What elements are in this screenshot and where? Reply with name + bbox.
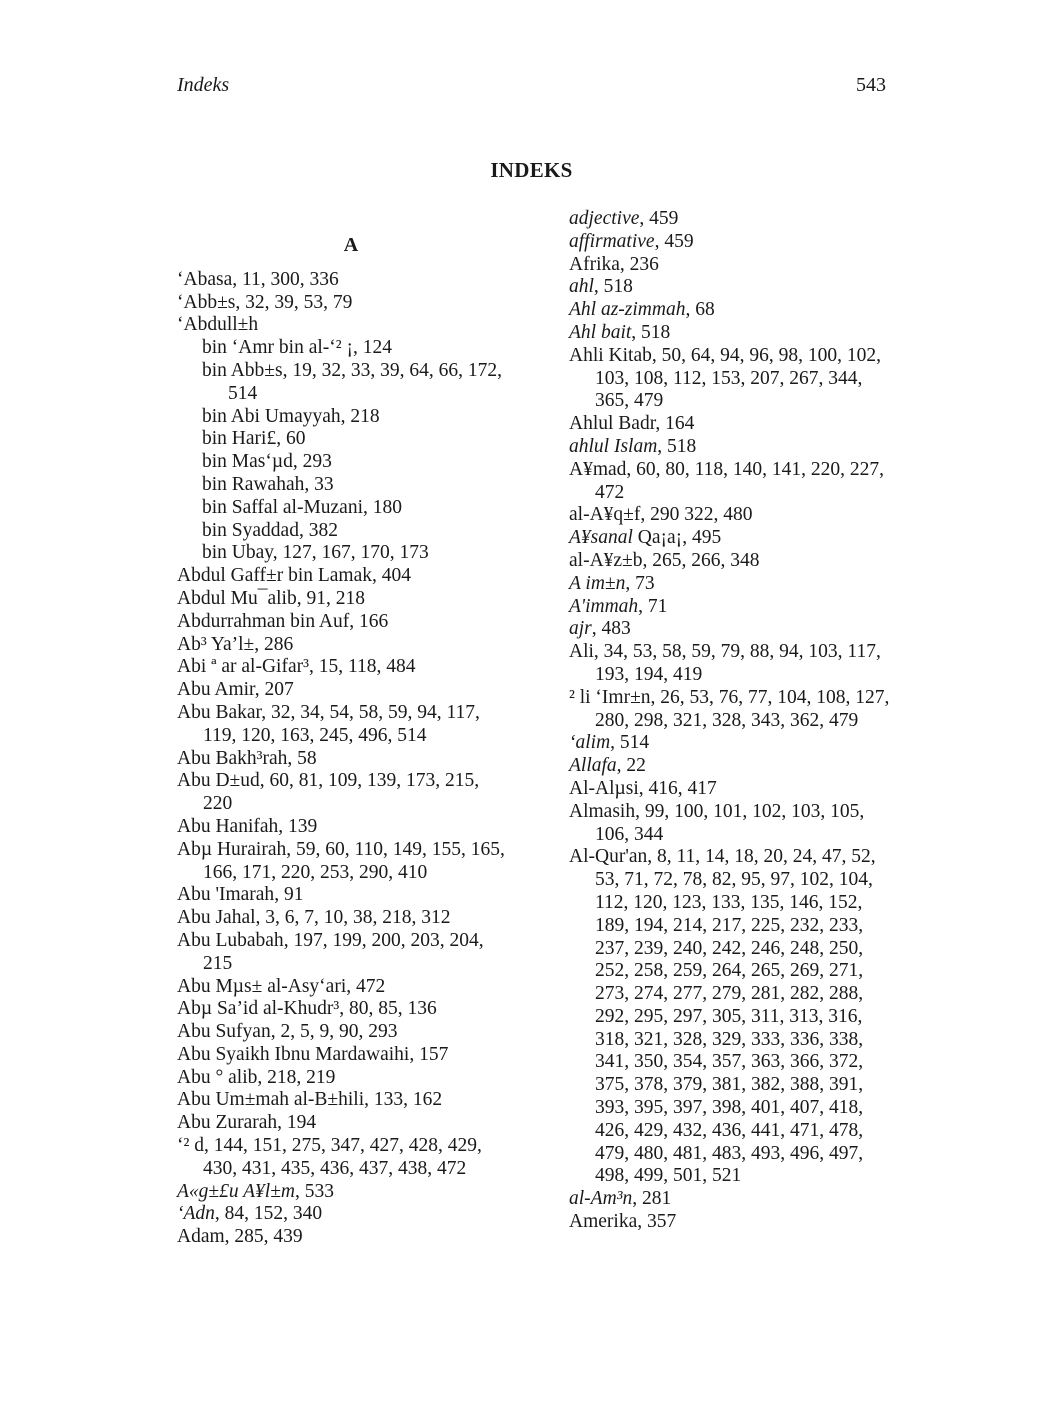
index-term: Abi ª ar al-Gifar³ [177, 656, 309, 678]
index-entry [569, 504, 899, 527]
index-page-refs: , 286 [254, 633, 294, 655]
index-page-refs: , 472 [346, 975, 386, 997]
index-page-refs: , 236 [619, 253, 659, 275]
index-page-refs: , 281 [632, 1188, 672, 1210]
index-entry [569, 573, 899, 596]
index-page-refs: , 50, 64, 94, 96, 98, 100, 102, 103, 108, 112, 153, 207, 267, 344, 365, 479 [595, 344, 881, 412]
index-entry [177, 998, 507, 1021]
index-term: Ali [569, 641, 594, 663]
index-term: Abu Sufyan [177, 1021, 271, 1043]
index-entry [569, 1188, 899, 1211]
index-page-refs: , 84, 152, 340 [214, 1203, 323, 1225]
index-term: Adam [177, 1226, 225, 1248]
index-entry [177, 770, 507, 816]
index-entry [177, 292, 507, 315]
index-subentry [177, 474, 507, 497]
index-term: Abu Amir [177, 679, 255, 701]
index-entry [177, 907, 507, 930]
index-page-refs: , 483 [591, 618, 631, 640]
index-entry [569, 846, 899, 1188]
index-term: ‘Abdull±h [177, 314, 259, 336]
index-term: Abu Syaikh Ibnu Mardawaihi [177, 1043, 410, 1065]
index-entry [569, 345, 899, 413]
index-entry [569, 436, 899, 459]
index-term: bin Rawahah [202, 473, 305, 495]
index-entry [177, 269, 507, 292]
index-entry [177, 588, 507, 611]
index-term: bin ‘Amr bin al-‘² ¡ [202, 337, 353, 359]
index-entry [177, 634, 507, 657]
index-term: Abdurrahman bin Auf [177, 610, 350, 632]
index-term: Ahl bait [569, 321, 632, 343]
index-entry [177, 1044, 507, 1067]
index-term: bin Syaddad [202, 519, 299, 541]
index-page-refs: , 459 [654, 230, 694, 252]
index-term: ajr [569, 618, 592, 640]
index-term: A im±n [569, 572, 626, 594]
index-subentry [177, 337, 507, 360]
index-page-refs: , 293 [292, 451, 332, 473]
index-term: Ahli Kitab [569, 344, 652, 366]
index-term: Abu Hanifah [177, 815, 279, 837]
index-entry [569, 299, 899, 322]
index-term: Afrika [569, 253, 620, 275]
index-page-refs: , 34, 53, 58, 59, 79, 88, 94, 103, 117, 193, 194, 419 [593, 641, 881, 685]
index-entry [569, 687, 899, 733]
index-term: Abu Mµs± al-Asy‘ari [177, 975, 347, 997]
index-term: al-A¥z±b [569, 549, 643, 571]
index-page-refs: , 15, 118, 484 [308, 656, 416, 678]
index-page-refs: , 60, 81, 109, 139, 173, 215, 220 [203, 770, 480, 815]
index-term: ² li ‘Imr±n [569, 686, 651, 708]
index-term: Abu Bakar [177, 701, 262, 723]
index-term: A«g±£u A¥l±m [177, 1180, 295, 1202]
index-entry [177, 816, 507, 839]
index-entry [177, 839, 507, 885]
index-term: Abu Jahal [177, 907, 256, 929]
index-page-refs: , 59, 60, 110, 149, 155, 165, 166, 171, 220, 253, 290, 410 [203, 838, 505, 883]
index-page-refs: , 3, 6, 7, 10, 38, 218, 312 [255, 907, 451, 929]
index-entry [569, 755, 899, 778]
index-term: ‘Adn [177, 1203, 215, 1225]
index-page-refs: , 139 [278, 815, 318, 837]
index-page-refs: , 2, 5, 9, 90, 293 [270, 1021, 398, 1043]
index-term: adjective [569, 208, 640, 229]
index-term: ‘Abasa [177, 268, 233, 290]
index-term: Abu Bakh³rah [177, 747, 288, 769]
index-page-refs: , 26, 53, 76, 77, 104, 108, 127, 280, 298, 321, 328, 343, 362, 479 [595, 686, 890, 731]
index-entry [177, 748, 507, 771]
index-entry [569, 1211, 899, 1234]
index-term: al-Am³n [569, 1188, 633, 1210]
index-entry [569, 641, 899, 687]
index-subentry [177, 451, 507, 474]
index-entry [569, 254, 899, 277]
index-entry [177, 314, 507, 337]
index-entry [569, 778, 899, 801]
page-title: INDEKS [490, 158, 573, 182]
index-page-refs: , 382 [298, 519, 338, 541]
index-term: Abu D±ud [177, 770, 260, 792]
index-entry [177, 1112, 507, 1135]
index-term: bin Abi Umayyah [202, 405, 341, 427]
index-page-refs: , 285, 439 [224, 1226, 303, 1248]
index-page-refs: , 58 [287, 747, 317, 769]
index-entry [569, 801, 899, 847]
index-page-refs: , 11, 300, 336 [232, 268, 339, 290]
index-column-left [177, 234, 507, 1249]
index-page-refs: , 459 [639, 208, 679, 229]
index-entry [569, 596, 899, 619]
index-page-refs: , 404 [372, 565, 411, 587]
index-term: al-A¥q±f [569, 504, 641, 526]
index-term: Abu 'Imarah [177, 884, 275, 906]
index-page-refs: , 133, 162 [364, 1089, 443, 1111]
index-page-refs: , 197, 199, 200, 203, 204, 215 [203, 929, 484, 974]
index-page-refs: , 157 [409, 1043, 449, 1065]
index-entry [569, 550, 899, 573]
index-term: ‘Abb±s [177, 291, 236, 313]
index-term-continued: Qa¡a¡ [632, 527, 683, 549]
index-entry [177, 679, 507, 702]
index-page-refs: , 8, 11, 14, 18, 20, 24, 47, 52, 53, 71, 72, 78, 82, 95, 97, 102, 104, 112, 120, 123, 133, 135, 146, 152, 189, 194, 214, 217, 225, 232, 233, 237, 239, 240, 242, 246, 248, 250, 252, 258, 259, 264, 265, 269, 271, 273, 274, 277, 279, 281, 282, 288, 292, 295, 297, 305, 311, 313, 316, 318, 321, 328, 329, 333, 336, 338, 341, 350, 354, 357, 363, 366, 372, 375, 378, 379, 381, 382, 388, 391, 393, 395, 397, 398, 401, 407, 418, 426, 429, 432, 436, 441, 471, 478, 479, 480, 481, 483, 493, 496, 497, 498, 499, 501, 521 [595, 846, 876, 1187]
index-page-refs: , 290 322, 480 [640, 504, 753, 526]
index-page-refs: , 533 [295, 1180, 334, 1202]
index-entry [177, 1181, 507, 1204]
running-head-section: Indeks [177, 74, 230, 96]
index-term: Abu Lubabah [177, 929, 284, 951]
index-entry [177, 1089, 507, 1112]
index-entry-list-right [569, 208, 899, 1234]
index-page-refs: , 127, 167, 170, 173 [272, 542, 429, 564]
index-term: ‘² d [177, 1135, 204, 1157]
index-entry [177, 930, 507, 976]
index-term: Ab³ Ya’l± [177, 633, 255, 655]
index-page-refs: , 80, 85, 136 [339, 998, 437, 1020]
index-term: Abu Zurarah [177, 1112, 278, 1134]
index-subentry [177, 497, 507, 520]
index-page-refs: , 265, 266, 348 [642, 549, 760, 571]
index-term: bin Hari£ [202, 428, 277, 450]
index-column-right [569, 208, 899, 1234]
page-number: 543 [856, 74, 886, 96]
index-page-refs: , 495 [682, 527, 722, 549]
index-entry [177, 1135, 507, 1181]
index-entry [177, 884, 507, 907]
index-entry [177, 1203, 507, 1226]
index-subentry [177, 520, 507, 543]
index-term: A'immah [569, 595, 639, 617]
section-letter: A [343, 234, 359, 256]
index-entry [569, 413, 899, 436]
index-entry [177, 1021, 507, 1044]
index-term: A¥mad [569, 458, 627, 480]
index-entry [177, 656, 507, 679]
index-page-refs: , 32, 34, 54, 58, 59, 94, 117, 119, 120, 163, 245, 496, 514 [203, 701, 480, 746]
index-page-refs: , 144, 151, 275, 347, 427, 428, 429, 430, 431, 435, 436, 437, 438, 472 [203, 1135, 482, 1179]
index-term: ‘alim [569, 732, 611, 754]
index-term: Al-Qur'an [569, 846, 648, 868]
index-page-refs: , 194 [277, 1112, 317, 1134]
index-page-refs: , 518 [631, 321, 671, 343]
index-page-refs: , 60, 80, 118, 140, 141, 220, 227, 472 [595, 458, 885, 503]
index-entry [569, 527, 899, 550]
index-page-refs: , 518 [657, 435, 697, 457]
index-entry [569, 322, 899, 345]
index-term: Abdul Mu¯alib [177, 587, 297, 609]
index-entry [177, 565, 507, 588]
index-entry [177, 1067, 507, 1090]
index-page-refs: , 60 [276, 428, 306, 450]
index-term: bin Abb±s [202, 359, 283, 381]
index-page-refs: , 207 [254, 679, 294, 701]
index-entry [569, 732, 899, 755]
index-page-refs: , 68 [685, 299, 715, 321]
index-page-refs: , 33 [304, 473, 334, 495]
index-page-refs: , 518 [593, 276, 633, 298]
index-page-refs: , 124 [352, 337, 392, 359]
index-page-refs: , 166 [349, 610, 389, 632]
index-entry [569, 618, 899, 641]
index-page-refs: , 19, 32, 33, 39, 64, 66, 172, 514 [228, 359, 502, 404]
index-entry [569, 276, 899, 299]
index-entry [177, 611, 507, 634]
index-term: Abu ° alib [177, 1066, 258, 1088]
index-term: ahl [569, 276, 594, 298]
index-page-refs: , 164 [655, 413, 695, 435]
index-page-refs: , 99, 100, 101, 102, 103, 105, 106, 344 [595, 800, 865, 845]
index-subentry [177, 428, 507, 451]
index-term: Amerika [569, 1211, 638, 1233]
index-term: Abdul Gaff±r bin Lamak [177, 565, 372, 587]
index-page-refs: , 71 [638, 595, 668, 617]
index-subentry [177, 406, 507, 429]
index-page-refs: , 22 [616, 755, 646, 777]
index-term: ahlul Islam [569, 435, 658, 457]
index-entry [177, 702, 507, 748]
index-page-refs: , 91, 218 [296, 587, 365, 609]
index-page-refs: , 180 [363, 496, 403, 518]
index-entry [569, 459, 899, 505]
index-entry [569, 231, 899, 254]
index-term: Ahl az-zimmah [569, 299, 686, 321]
index-page-refs: , 218 [340, 405, 380, 427]
index-entry-list-left [177, 269, 507, 1249]
index-term: A¥sanal [569, 527, 633, 549]
index-term: bin Ubay [202, 542, 273, 564]
index-page-refs: , 514 [610, 732, 650, 754]
index-term: Abµ Sa’id al-Khudr³ [177, 998, 340, 1020]
index-page-refs: , 91 [274, 884, 304, 906]
index-term: Abu Um±mah al-B±hili [177, 1089, 365, 1111]
index-page-refs: , 416, 417 [638, 777, 717, 799]
index-page-refs: , 218, 219 [257, 1066, 336, 1088]
index-term: bin Saffal al-Muzani [202, 496, 364, 518]
index-term: affirmative [569, 230, 655, 252]
index-entry [569, 208, 899, 231]
index-page-refs: , 73 [625, 572, 655, 594]
index-entry [177, 976, 507, 999]
index-term: Abµ Hurairah [177, 838, 287, 860]
index-term: Al-Alµsi [569, 777, 639, 799]
index-entry [177, 1226, 507, 1249]
index-term: bin Mas‘µd [202, 451, 293, 473]
index-term: Ahlul Badr [569, 413, 656, 435]
index-subentry [177, 542, 507, 565]
index-page-refs: , 32, 39, 53, 79 [235, 291, 353, 313]
index-subentry [177, 360, 507, 406]
index-term: Almasih [569, 800, 636, 822]
index-page-refs: , 357 [637, 1211, 677, 1233]
index-term: Allafa [569, 755, 617, 777]
